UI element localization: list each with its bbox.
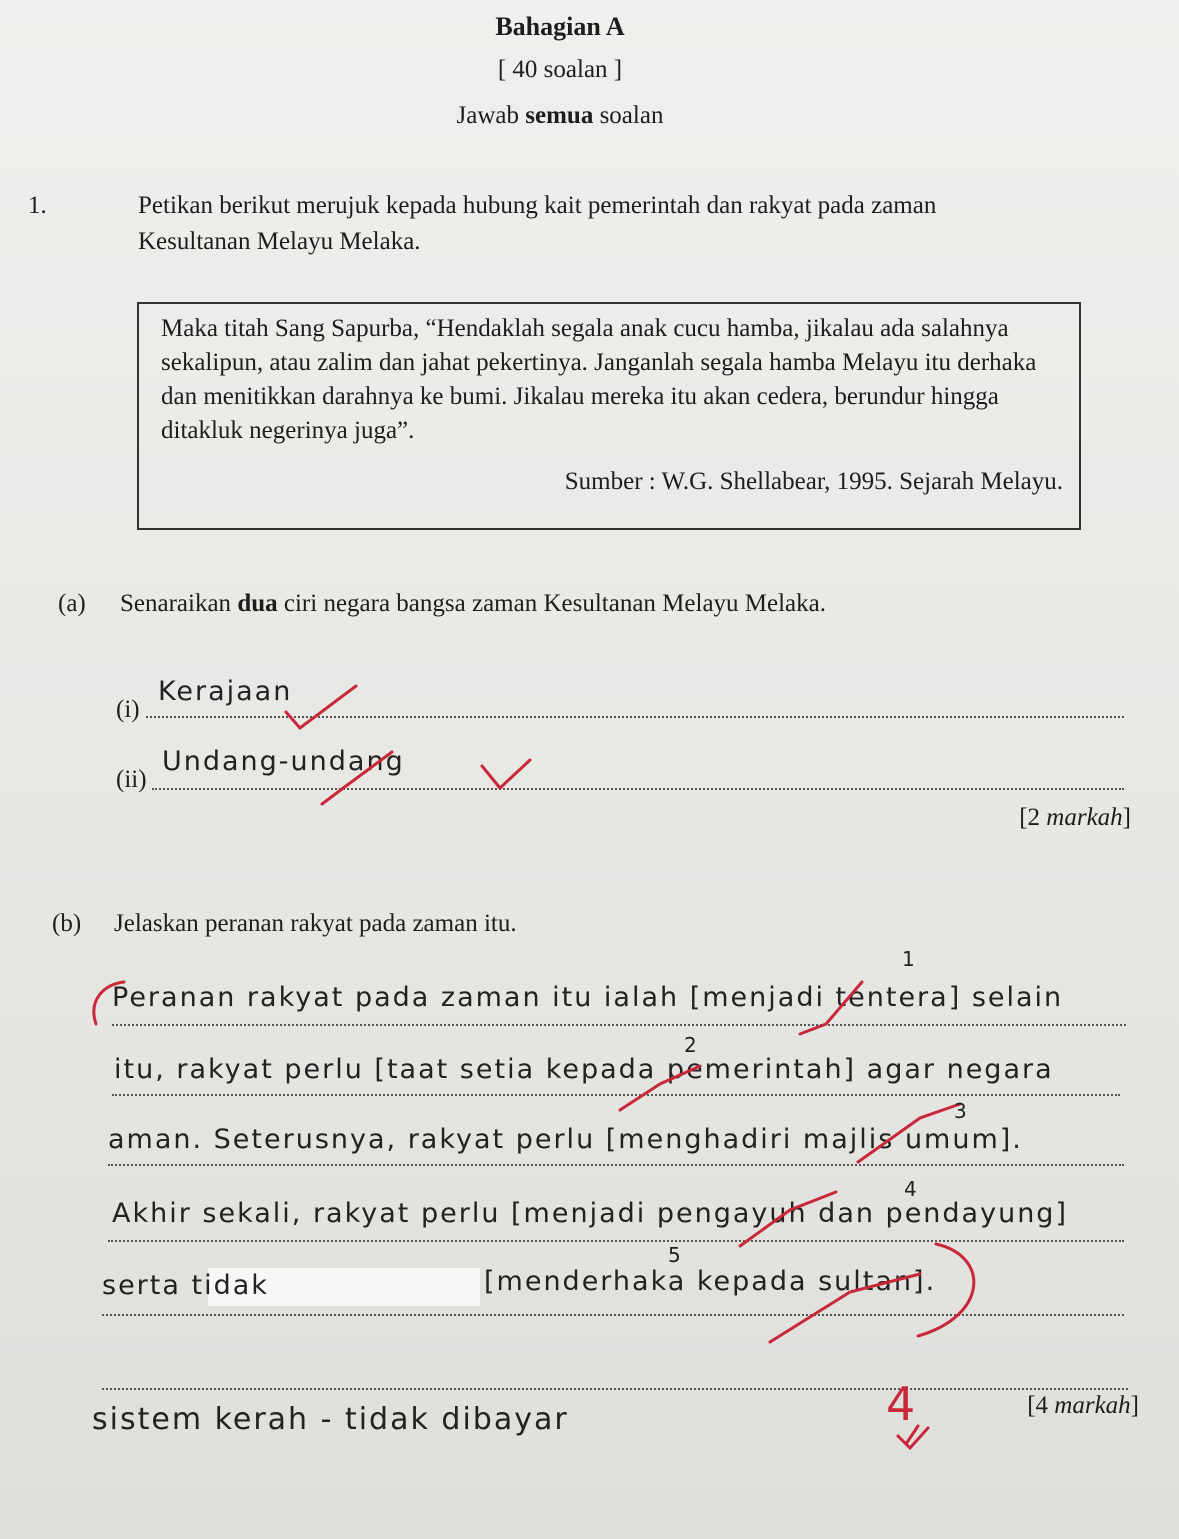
section-title: Bahagian A xyxy=(495,12,625,41)
excerpt-text: Maka titah Sang Sapurba, “Hendaklah segala anak cucu hamba, jikalau ada salahnya sekalipun, atau zalim dan jahat pekertinya. Janganlah segala hamba Melayu itu derhaka dan menitikkan darahnya ke bumi. Jikalau mereka itu akan cedera, berundur hingga ditakluk negerinya juga”. xyxy=(161,315,1037,444)
answer-b-line3: aman. Seterusnya, rakyat perlu [menghadiri majlis umum]. xyxy=(108,1124,1023,1155)
answer-a1: Kerajaan xyxy=(158,676,293,707)
answer-line-b6 xyxy=(102,1388,1128,1390)
part-a-label: (a) xyxy=(58,590,86,617)
tick-number: 3 xyxy=(954,1099,967,1123)
part-a-item2-label: (ii) xyxy=(116,766,147,793)
part-b-label: (b) xyxy=(52,910,82,937)
marks-b: [4 markah] xyxy=(1027,1392,1139,1419)
tick-number: 5 xyxy=(668,1243,681,1267)
answer-b-line5b: [menderhaka kepada sultan]. xyxy=(484,1266,937,1297)
answer-line-a2 xyxy=(152,788,1124,790)
question-number: 1. xyxy=(28,192,47,219)
instruction: Jawab semua soalan xyxy=(456,102,664,129)
answer-b-line4: Akhir sekali, rakyat perlu [menjadi pengayuh dan pendayung] xyxy=(112,1198,1068,1229)
answer-b-line1: Peranan rakyat pada zaman itu ialah [menjadi tentera] selain xyxy=(112,982,1064,1013)
answer-line-b4 xyxy=(108,1240,1124,1242)
part-a-prompt: Senaraikan dua ciri negara bangsa zaman Kesultanan Melayu Melaka. xyxy=(120,590,827,617)
answer-line-a1 xyxy=(146,716,1124,718)
score-text: 4 xyxy=(886,1377,916,1431)
tick-number: 1 xyxy=(902,947,915,971)
answer-line-b3 xyxy=(108,1164,1124,1166)
tick-mark xyxy=(898,1426,928,1448)
answer-b-line2: itu, rakyat perlu [taat setia kepada pemerintah] agar negara xyxy=(114,1054,1054,1085)
answer-b-line5a: serta tidak xyxy=(102,1270,269,1301)
answer-line-b5 xyxy=(102,1314,1124,1316)
part-b-prompt: Jelaskan peranan rakyat pada zaman itu. xyxy=(114,910,517,937)
tick-number: 2 xyxy=(684,1033,697,1057)
margin-note: sistem kerah - tidak dibayar xyxy=(92,1402,569,1437)
source-excerpt-box xyxy=(137,302,1081,530)
question-count: [ 40 soalan ] xyxy=(497,56,623,83)
tick-number: 4 xyxy=(904,1177,917,1201)
answer-line-b2 xyxy=(112,1094,1120,1096)
part-a-item1-label: (i) xyxy=(116,696,140,723)
marks-a: [2 markah] xyxy=(1019,804,1131,831)
tick-mark xyxy=(286,686,356,728)
excerpt-source: Sumber : W.G. Shellabear, 1995. Sejarah Melayu. xyxy=(564,468,1063,495)
question-intro: Petikan berikut merujuk kepada hubung kait pemerintah dan rakyat pada zaman Kesultanan Melayu Melaka. xyxy=(138,192,937,255)
answer-line-b1 xyxy=(112,1024,1126,1026)
answer-a2: Undang-undang xyxy=(162,746,405,777)
tick-mark xyxy=(482,760,530,788)
